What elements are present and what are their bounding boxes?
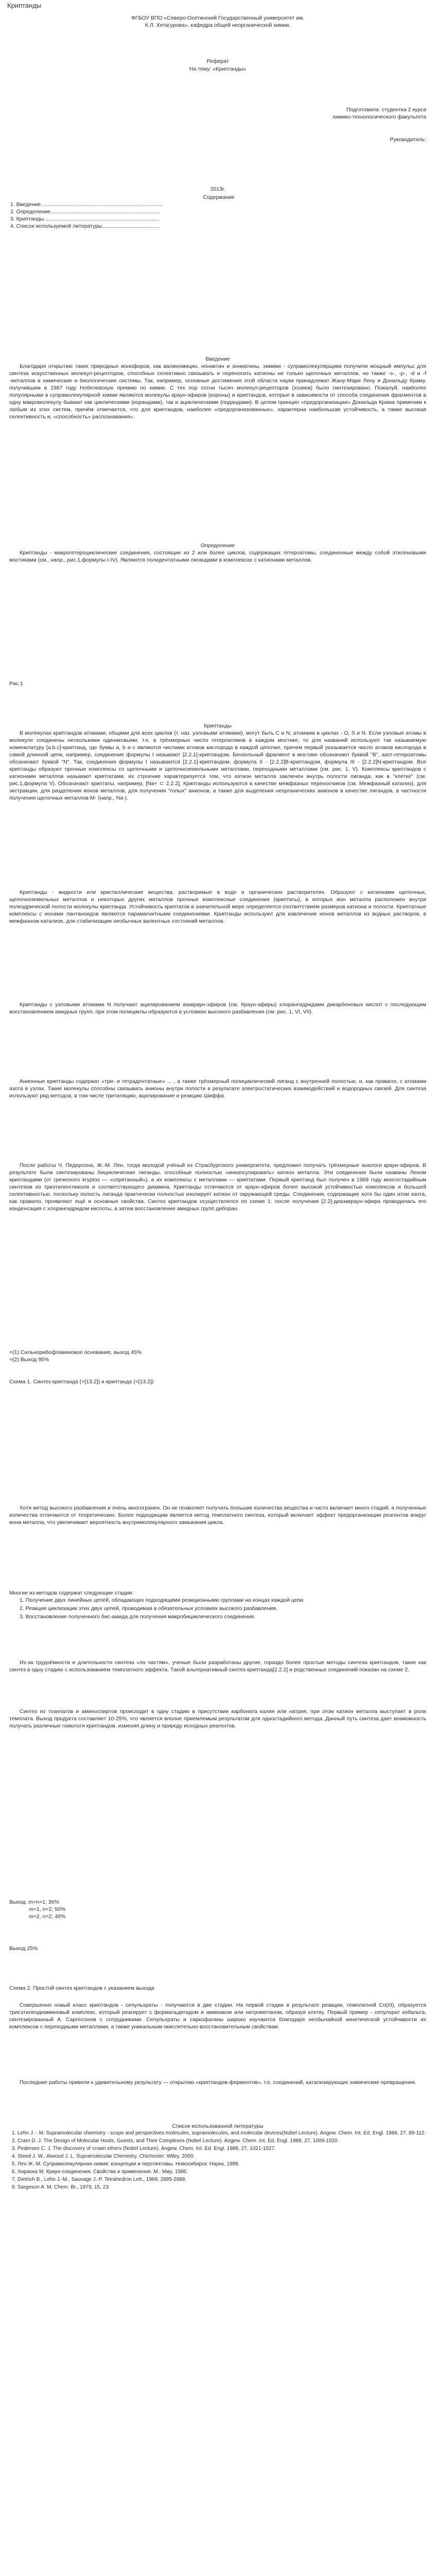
kriptandy-title: Криптанды	[204, 723, 232, 729]
paragraph: Криптанды - жидкости или кристаллические вещества, растворимые в воде и органических растворителях. Образуют с катионами щелочных, щелочноземельных металлов и некоторых других металлов прочные комплексные соединения (криптаты), в которых ион металла расположен внутри полиэдрической полости молекулы криптанда. Устойчивость криптатов в значительной мере определяется соответствием размеров катиона и полости. Криптатные комплексы с ионами лантаноидов являются парамагнитными соединениями. Криптанды используют для извлечения ионов металлов из водных растворов, в межфазном катализе, для стабилизации необычных валентных состояний металлов.	[9, 889, 426, 924]
kriptandy-section	[9, 722, 426, 803]
yield-total: Выход 25%	[9, 1945, 38, 1952]
document-title: Криптанды	[7, 2, 42, 9]
paragraph: После работы Ч. Педерсена, Ж.-М. Лен, тогда молодой учёный из Страсбургского университета, предложил получать трёхмерные аналоги краун-эфиров. В результате были синтезированы бициклические лиганды, способные полностью «инкапсулировать» катион металла. Эти соединения были названы Леном криптандами (от греческого kryptos — «спрятанный»), а их комплексы с металлами — криптатами. Первый криптанд был получен в 1969 году многостадийным синтезом из триэтиленгликоля и соответствующего диамина. Криптанды отличаются от краун-эфиров более высокой устойчивостью комплексов и большей селективностью, поскольку полость лиганда практически полностью изолирует катион от окружающей среды. Соединения, содержащие хотя бы один атом азота, как правило, проявляют ещё и основные свойства. Синтез криптандов осуществлялся по схеме 1: после получения [2.2]-диазакраун-эфира проводилась его конденсация с хлорангидридом кислоты, а затем восстановление амидных групп диборан.	[9, 1162, 426, 1212]
toc-title: Содержание	[203, 194, 235, 200]
author-line-1: Подготовила: студентка 2 курса	[346, 107, 426, 113]
paragraph-sequence	[9, 1659, 426, 1675]
figure-1-caption: Рис.1	[9, 681, 23, 687]
paragraph-method	[9, 1504, 426, 1528]
yield-line: m=2, n=2; 40%	[29, 1913, 66, 1920]
scheme-2-caption: Схема 2. Простой синтез криптандов с указанием выхода	[9, 1985, 154, 1991]
definition-section	[9, 542, 426, 565]
paragraph: Синтез из тозилатов и аминоспиртов происходит в одну стадию в присутствии карбоната калия или натрия, при этом катион металла выступает в роли темплата. Выход продукта составляет 10-25%, что является вполне приемлемым результатом для одностадийного метода. Данный путь синтеза дает возможность получать различные гомологи криптандов, изменяя длину и природу исходных реагентов.	[9, 1708, 426, 1729]
reference-item: 8. Sargeson A. M. Chem. Br., 1979, 15, 23.	[18, 2184, 426, 2191]
toc-item[interactable]: 3. Криптанды.............................................................................	[10, 216, 160, 222]
method-intro: Многие из методов содержат следующие стадии:	[9, 1590, 134, 1596]
reference-item: 7. Dietrich B., Lehn J.-M., Sauvage J.-P. Tetrahedron Lett., 1969, 2885-2888.	[18, 2176, 426, 2183]
paragraph: Криптанды с узловыми атомами N получают ацилированием азакраун-эфиров (см. Краун-эфиры) хлорангидридами дикарбоновых кислот с последующим восстановлением амидных групп, при этом полициклы образуются в условиях высокого разбавления (см. рис. 1, VI, VII).	[9, 1002, 426, 1015]
reference-item: 4. Steed J. W., Atwood J. L. Supramolecular Chemistry. Chichester: Wiley, 2000.	[18, 2153, 426, 2160]
author-block	[9, 106, 426, 121]
yield-line: m=1, n=2; 50%	[29, 1906, 66, 1912]
department-line: К.Л. Хетагурова», кафедра общей неорганической химии.	[145, 22, 291, 28]
paragraph: Хотя метод высокого разбавления и очень многогранен. Он не позволяет получать большие количества вещества и часто включает много стадий, а полученные количества отличаются от теоретических. Более подходящим является метод темплатного синтеза, который включает эффект предорганизации реагентов вокруг иона металла, что увеличивает вероятность внутримолекулярного замыкания цикла.	[9, 1505, 426, 1526]
cover-topic: На тему: «Криптанды»	[189, 66, 247, 72]
reference-item: 5. Лен Ж.-М. Супрамолекулярная химия: концепции и перспективы. Новосибирск: Наука, 1998.	[18, 2161, 426, 2167]
yield-lines	[9, 1349, 426, 1363]
paragraph-last	[9, 2079, 426, 2088]
paragraph-anion	[9, 889, 426, 926]
paragraph-final	[9, 2002, 426, 2032]
paragraph-anions-2	[9, 1078, 426, 1101]
method-step: 1. Получение двух линейных цепей, обладающих подходящими реакционными группами на концах каждой цепи.	[20, 1597, 305, 1603]
toc-item[interactable]: 4. Список используемой литературы......................................	[10, 223, 160, 229]
references-title: Список использованной литературы	[172, 2123, 264, 2129]
paragraph: Последние работы привели к удивительному результату — открытию «криптандов-ферментов», т.е. соединений, катализирующих химические превращения.	[20, 2079, 416, 2086]
author-line-2: химико-технологического факультета	[332, 114, 426, 120]
intro-paragraph: Благодаря открытию таких природных ионофоров, как валиномицин, нонактин и энниатины, химики - супрамолекулярщики получили мощный импульс для синтеза искусственных молекул-рецепторов, способных селективно связывать и переносить катионы не только щелочных металлов, но также -s-, -p-, -d и -f -металлов в химические и биологические системы. Так, например, основные достижения этой области науки принадлежат Жану-Мари Лену и Дональду Краму, получившим в 1987 году Нобелевскую премию по химии. С тех пор сотни тысяч молекул-рецепторов (хозяев) было синтезировано. Пожалуй, наиболее популярными в супрамолекулярной химии являются молекулы краун-эфиров (короны) и криптандов, которые в зависимости от способа соединения фрагментов в одну макромолекулу бывают как циклическими (корандами), так и ациклическими (подандами). В целом принцип «предорганизации» Дональда Крама применим к любым из этих систем, причём отмечается, что для криптандов, наиболее «предорганизованных», характерна наибольшая устойчивость, а также высокая селективность и, «способность» распознавания».	[9, 363, 426, 420]
reference-item: 6. Хираока М. Краун-соединения. Свойства и применения. М.: Мир, 1986.	[18, 2168, 426, 2175]
yield-line: =(1) Сильнорибофлавиновое основание, выход 45%	[9, 1349, 142, 1355]
definition-paragraph: Криптанды - макрогетероциклические соединения, состоящие из 2 или более циклов, содержащих гетероатомы, соединенные между собой этиленовыми мостиками (см., напр., рис.1,формулы I-IV). Являются полидентатными лигандами в комплексах с катионами металлов.	[9, 550, 426, 563]
paragraph-synthesis	[9, 1708, 426, 1731]
paragraph: Анионные криптанды содержат «три- и тетрадентатные» ... , а также трёхмерный полициклический лиганд с внутренней полостью, и, как правило, с атомами азота в узлах. Такие молекулы способны связывать анионы внутри полости в результате электростатических взаимодействий и водородных связей. Для синтеза используют ряд методов, в том числе тритиляцию, ацилирование и реакцию Шиффа.	[9, 1078, 426, 1099]
toc-item[interactable]: 1. Введение.................................................................................	[10, 201, 163, 208]
yield-line: Выход: m=n=1; 36%	[9, 1899, 59, 1905]
references-section	[9, 2123, 426, 2192]
scheme-1-caption: Схема 1. Синтез криптанда (=[13.2]) и криптанда (=[13.2])	[9, 1379, 154, 1385]
toc-item[interactable]: 2. Определение.........................................................................	[10, 209, 161, 215]
paragraph-azacrown	[9, 1001, 426, 1017]
reference-item: 1. Lehn J. - M. Supramolecular chemistry - scope and perspectives molecules, supramolecules, and molecular devices(Nobel Lecture). Angew. Chem. Int. Ed. Engl. 1988, 27, 89-112.	[18, 2130, 426, 2137]
institution-line: ФГБОУ ВПО «Северо-Осетинский Государственный университет им.	[131, 15, 305, 21]
intro-section	[9, 355, 426, 422]
paragraph-history	[9, 1162, 426, 1214]
reference-item: 3. Pedersen C. J. The discovery of crown ethers (Nobel Lecture). Angew. Chem. Int. Ed. Engl. 1988, 27, 1021-1027.	[18, 2145, 426, 2152]
method-step: 2. Реакция циклизации этих двух цепей, проводимая в обязательных условиях высокого разбавления.	[20, 1605, 277, 1612]
header-block	[9, 14, 426, 29]
intro-title: Введение	[205, 356, 230, 362]
year: 2013г.	[210, 186, 225, 192]
paragraph: Совершенно новый класс криптандов - сепульхраты - получаются в две стадии. На первой стадии в результате реакции, темплатной Co(III), образуется трисэтилендиаминовый комплекс, который реагирует с формальдегидом и аммиаком или нитрометаном, образуя клетку. Первый пример - сепулхрат кобальта, синтезированный А. Саргесоном с сотрудниками. Сепульхраты и саркофагины широко изучаются благодаря необычайной кинетической устойчивости их комплексов с переходными металлами, а также уникальным окислительно-восстановительным свойствам.	[9, 2002, 426, 2030]
reference-item: 2. Cram D. J. The Design of Molecular Hosts, Guests, and Their Complexes (Nobel Lecture). Angew. Chem. Int. Ed. Engl. 1988, 27, 1009-1020.	[18, 2138, 426, 2144]
yield-line: =(2) Выход 95%	[9, 1357, 49, 1363]
definition-title: Определение	[200, 543, 235, 549]
cover-type: Реферат	[206, 58, 229, 64]
yields-block	[9, 1899, 426, 1920]
method-steps	[9, 1589, 426, 1621]
kriptandy-paragraph: В молекулах криптандов атомами, общими для всех циклов (т. наз. узловыми атомами), могут быть C и N; атомами в циклах - O, S и N. Если узловые атомы в молекуле соединены несколькими одинаковыми, т.е. в трёхмерных число гетероатомов в каждом мостике, то для названий используют так называемую номенклатуру [a.b.c]-криптанд, где буквы a, b и с являются числами атомов кислорода в каждой цепочке, причем первый указывается число атомов кислорода в самой длинной цепи, например, соединение формулы I называют [2.2.1]-криптандом. Бензольный фрагмент в мостике обозначают буквой "B", азот-гетероатомы обозначают буквой "N". Так, соединения формулы I называются [2.2.1]-криптандом, формула II - [2.2.2]B-криптандом, формула III - [2.2.2]N-криптандом. Все криптанды образуют прочные комплексы со щелочными и щелочноземельными металлами, переходными металлами (см. рис. 1, V). Комплексы криптандов с катионами металлов называют криптатами, их строение характеризуется тем, что катион металла заключен внутрь полости лиганда, как в "клетке" (см. рис.1,формула V). Обозначают криптаты, например, [Na+ ⊂ 2.2.2]. Криптанды используются в качестве межфазных переносчиков (см. Межфазный катализ), для экстракции, для разделения ионов металлов, для получения "голых" анионов, а также для выделения неорганических анионов в качестве лигандов, в частности получения щелочных металлов M- (напр., Na-).	[9, 730, 426, 801]
method-step: 3. Восстановление полученного бис-амида для получения макробициклического соединения.	[20, 1614, 256, 1620]
toc	[10, 194, 427, 230]
supervisor-line: Руководитель:	[390, 137, 426, 143]
paragraph: Из-за трудоёмкости и длительности синтеза «по частям», ученые были разработаны другие, гораздо более простые методы синтеза криптандов, такие как синтез в одну стадию с использованием темплатного эффекта. Такой альтернативный синтез криптанда[2.2.2] и родственных соединений показан на схеме 2.	[9, 1659, 426, 1673]
